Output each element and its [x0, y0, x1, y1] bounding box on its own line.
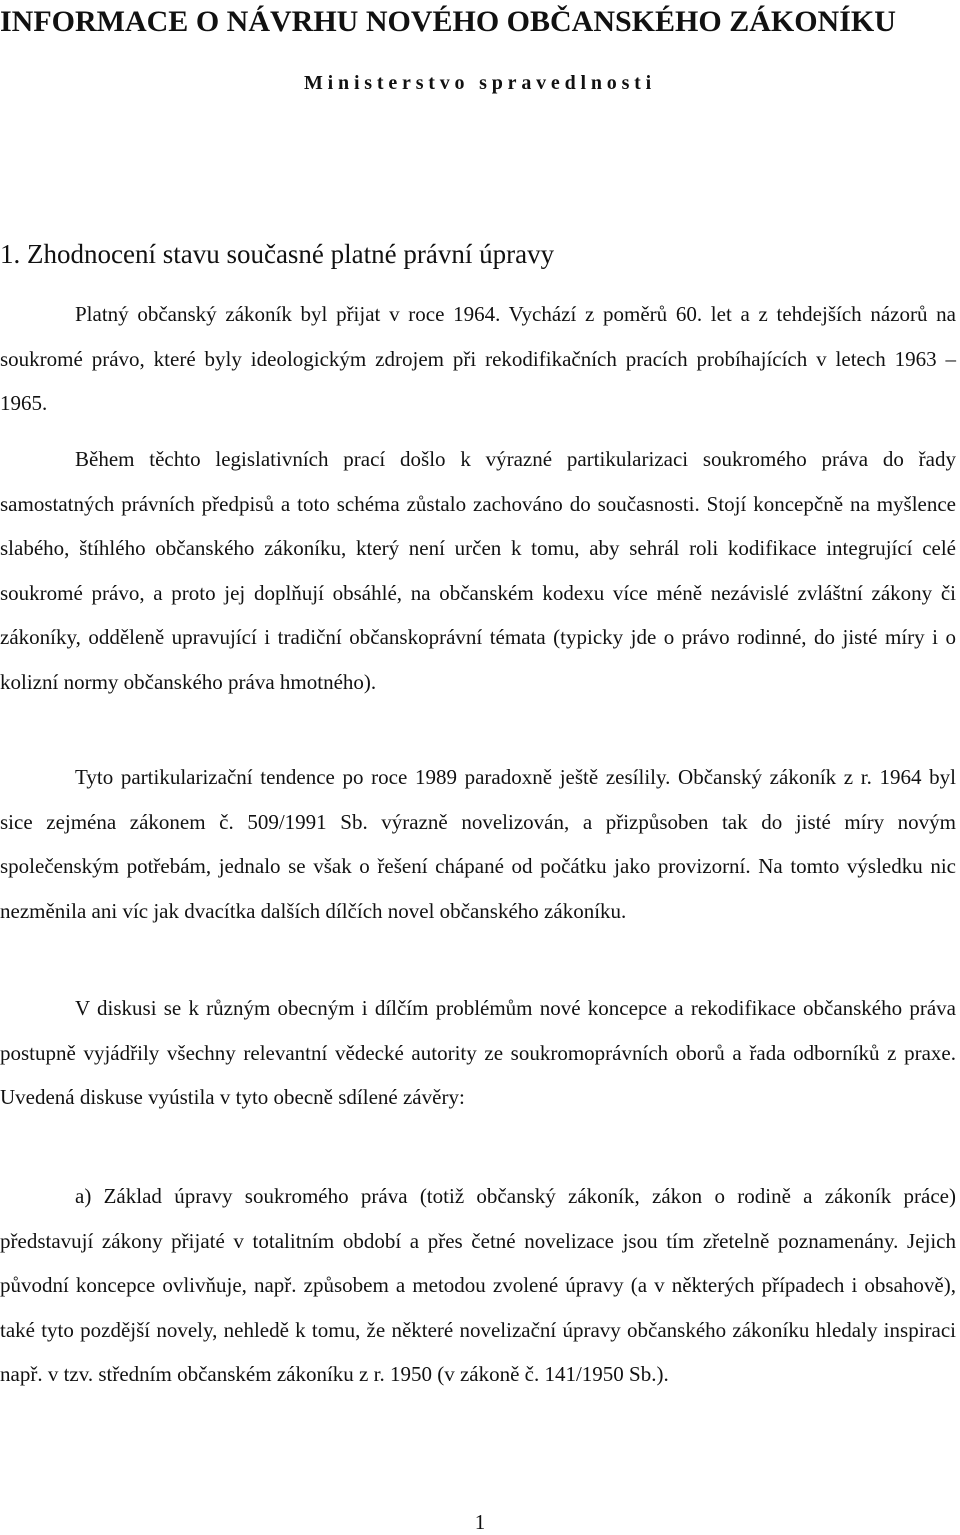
paragraph: V diskusi se k různým obecným i dílčím problémům nové koncepce a rekodifikace občanského práva postupně vyjádřily všechny relevantní vědecké autority ze soukromoprávních oborů a řada odborníků z praxe. Uvedená diskuse vyústila v tyto obecně sdílené závěry: — [0, 996, 956, 1109]
paragraph: a) Základ úpravy soukromého práva (totiž občanský zákoník, zákon o rodině a zákoník práce) představují zákony přijaté v totalitním období a přes četné novelizace jsou tím zřetelně poznamenány. Jejich původní koncepce ovlivňuje, např. způsobem a metodou zvolené úpravy (a v některých případech i obsahově), také tyto pozdější novely, nehledě k tomu, že některé novelizační úpravy občanského zákoníku hledaly inspiraci např. v tzv. středním občanském zákoníku z r. 1950 (v zákoně č. 141/1950 Sb.). — [0, 1184, 956, 1386]
paragraph: Platný občanský zákoník byl přijat v roce 1964. Vychází z poměrů 60. let a z tehdejších názorů na soukromé právo, které byly ideologickým zdrojem při rekodifikačních pracích probíhajících v letech 1963 – 1965. — [0, 302, 956, 415]
section-heading: 1. Zhodnocení stavu současné platné právní úpravy — [0, 239, 555, 269]
page-number: 1 — [474, 1510, 486, 1534]
paragraph: Během těchto legislativních prací došlo k výrazné partikularizaci soukromého práva do řady samostatných právních předpisů a toto schéma zůstalo zachováno do současnosti. Stojí koncepčně na myšlence slabého, štíhlého občanského zákoníku, který není určen k tomu, aby sehrál roli kodifikace integrující celé soukromé právo, a proto jej doplňují obsáhlé, na občanském kodexu více méně nezávislé zvláštní zákony či zákoníky, odděleně upravující i tradiční občanskoprávní témata (typicky jde o právo rodinné, do jisté míry i o kolizní normy občanského práva hmotného). — [0, 447, 956, 694]
document-title: INFORMACE O NÁVRHU NOVÉHO OBČANSKÉHO ZÁKONÍKU — [0, 5, 896, 38]
document-subtitle: Ministerstvo spravedlnosti — [303, 72, 657, 94]
paragraph: Tyto partikularizační tendence po roce 1989 paradoxně ještě zesílily. Občanský zákoník z r. 1964 byl sice zejména zákonem č. 509/1991 Sb. výrazně novelizován, a přizpůsoben tak do jisté míry novým společenským potřebám, jednalo se však o řešení chápané od počátku jako provizorní. Na tomto výsledku nic nezměnila ani víc jak dvacítka dalších dílčích novel občanského zákoníku. — [0, 765, 956, 923]
